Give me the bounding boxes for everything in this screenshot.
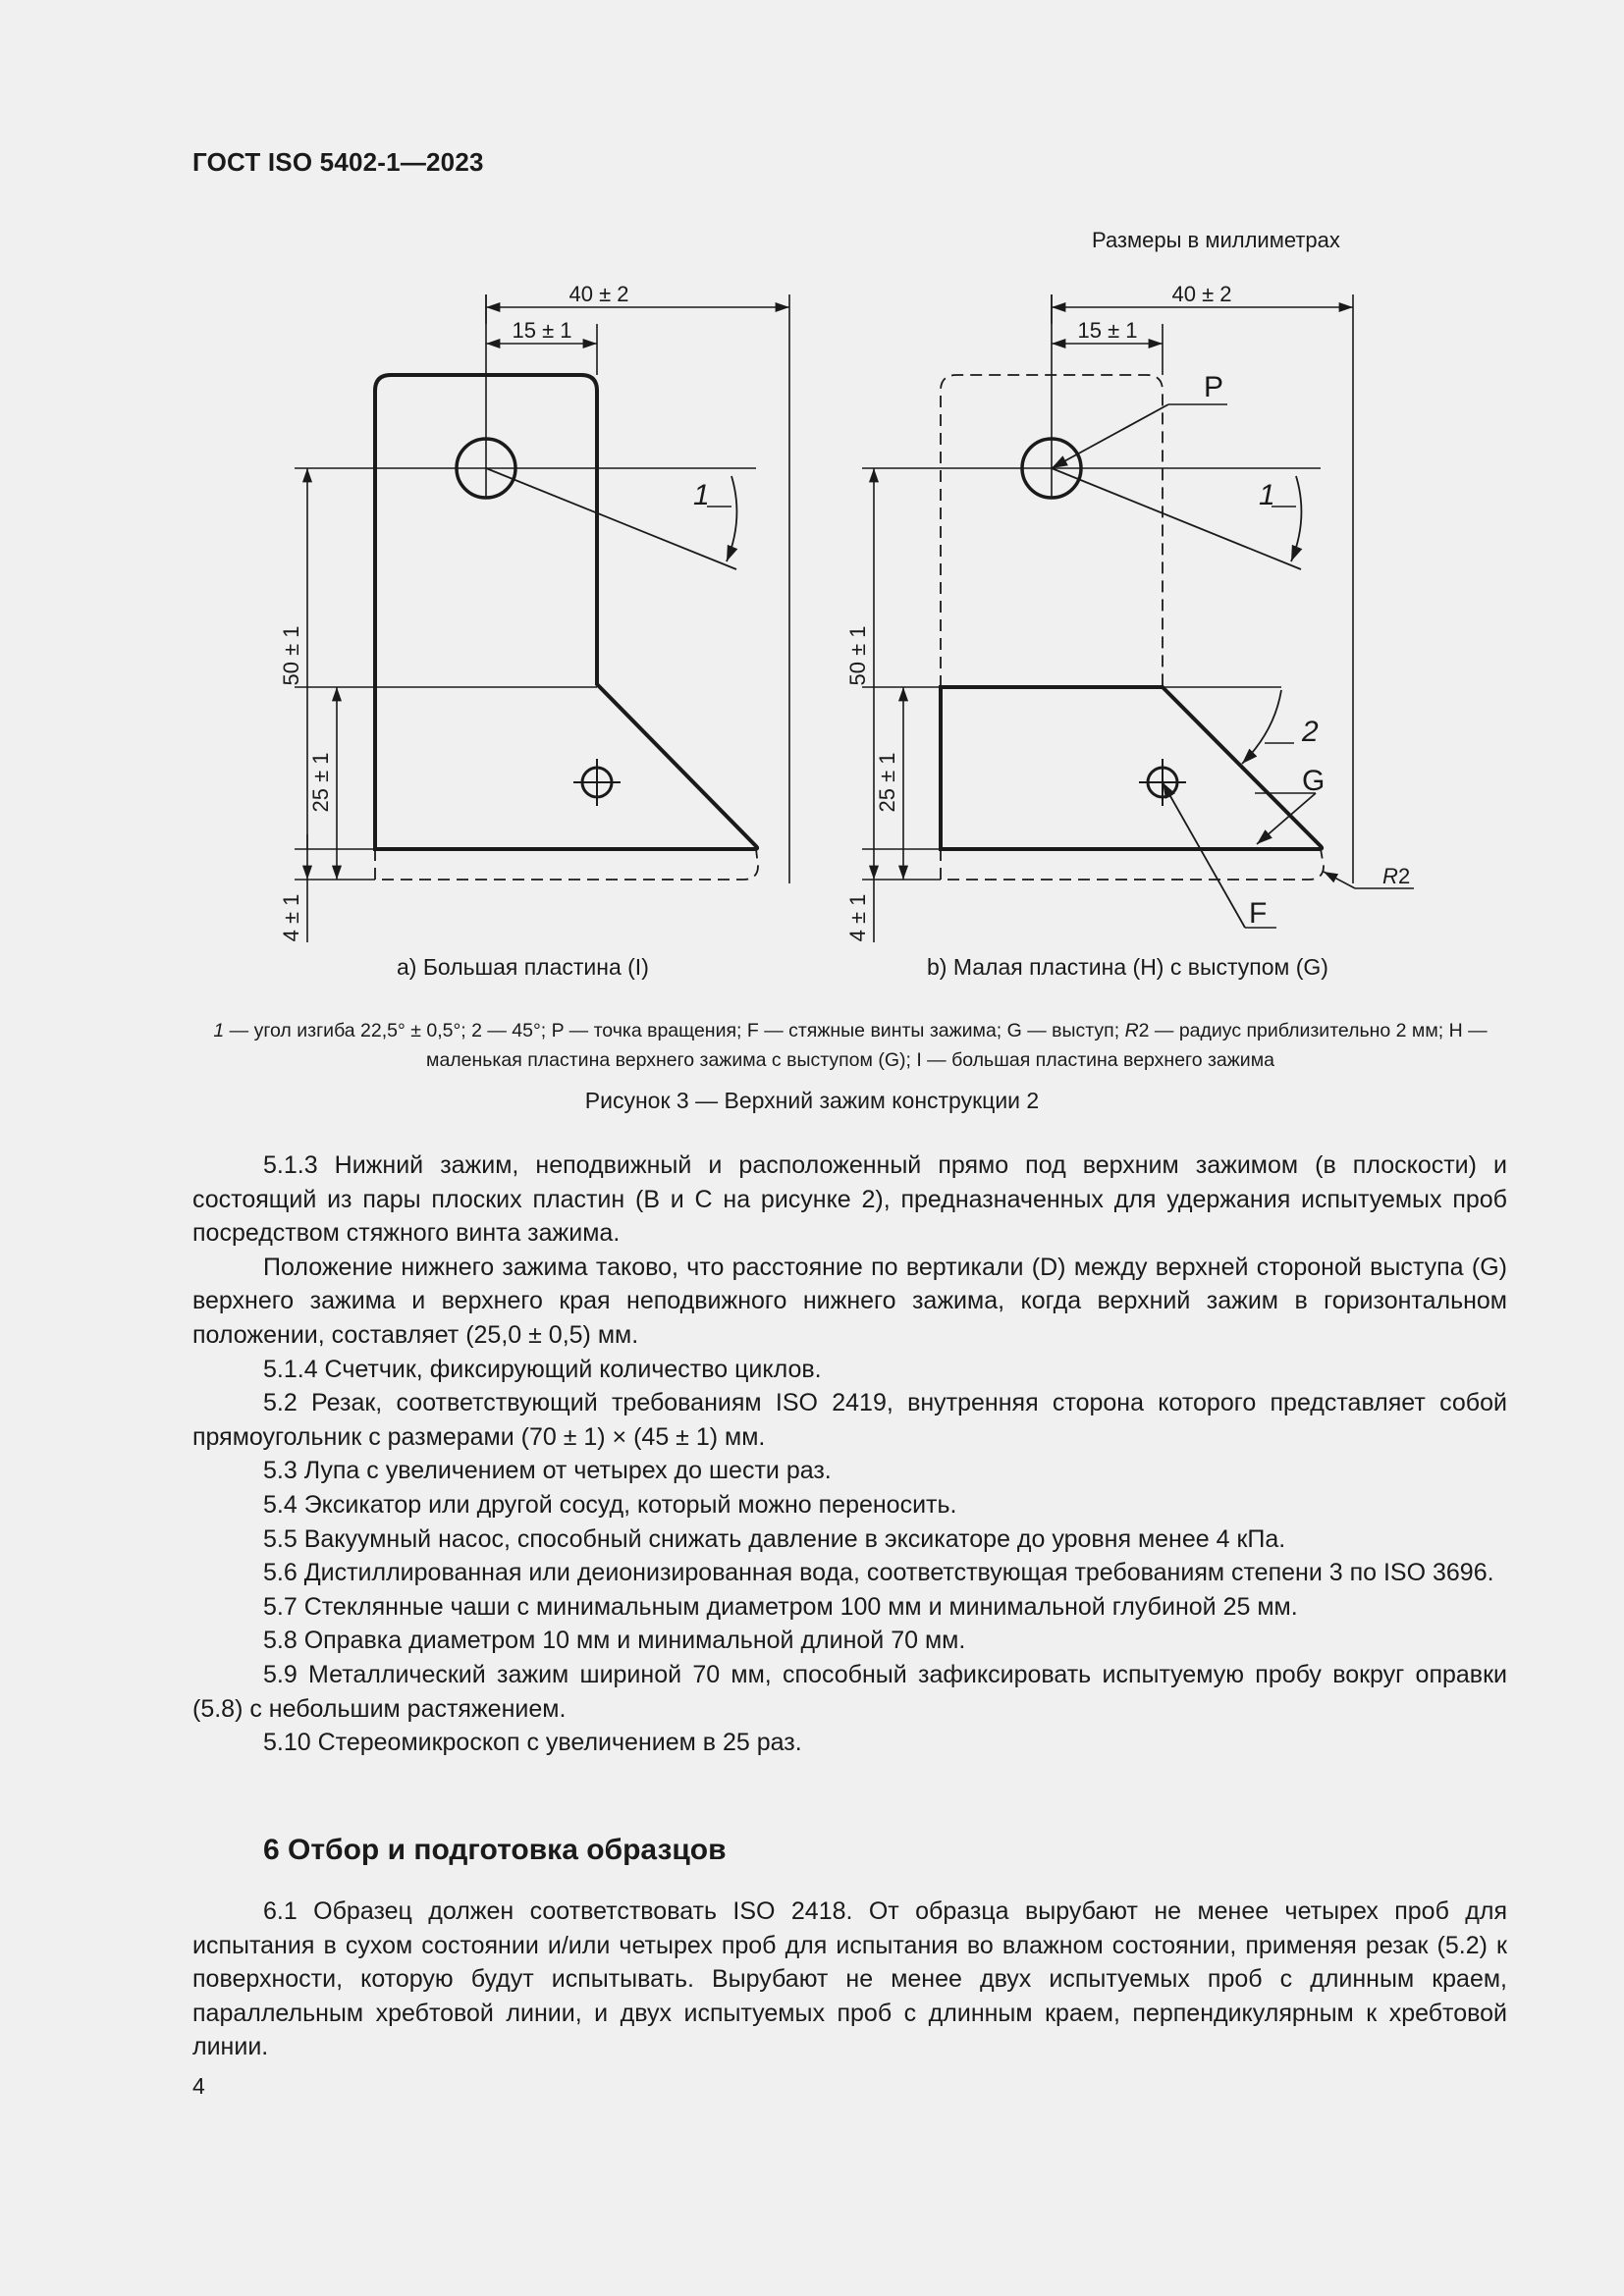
paragraph: 5.3 Лупа с увеличением от четырех до шести раз.: [263, 1457, 832, 1485]
section-body: [192, 1895, 1507, 2064]
dim-height-total-a: 50 ± 1: [279, 625, 303, 686]
section-title: 6 Отбор и подготовка образцов: [263, 1834, 727, 1866]
paragraph: 6.1 Образец должен соответствовать ISO 2418. От образца вырубают не менее четырех проб для испытания в сухом состоянии и/или четырех проб для испытания во влажном состоянии, применяя резак (5.2) к поверхности, которую будут испытывать. Вырубают не менее двух испытуемых проб с длинным краем, параллельным хребтовой линии, и двух испытуемых проб с длинным краем, перпендикулярным к хребтовой линии.: [192, 1897, 1507, 2061]
paragraph: 5.5 Вакуумный насос, способный снижать давление в эксикаторе до уровня менее 4 кПа.: [263, 1524, 1286, 1553]
body-text: [192, 1148, 1507, 1760]
paragraph: 5.9 Металлический зажим шириной 70 мм, способный зафиксировать испытуемую пробу вокруг оправки (5.8) с небольшим растяжением.: [192, 1660, 1507, 1723]
legend-part-2: 2 — радиус приблизительно 2 мм; H — маленькая пластина верхнего зажима с выступом (G); I — большая пластина верхнего зажима: [426, 1020, 1488, 1071]
dim-width-total-b: 40 ± 2: [1171, 282, 1232, 306]
paragraph: 5.7 Стеклянные чаши с минимальным диаметром 100 мм и минимальной глубиной 25 мм.: [263, 1592, 1298, 1621]
dim-height-total-b: 50 ± 1: [845, 625, 870, 686]
paragraph: 5.1.4 Счетчик, фиксирующий количество циклов.: [263, 1355, 822, 1383]
paragraph: Положение нижнего зажима таково, что расстояние по вертикали (D) между верхней стороной выступа (G) верхнего зажима и верхнего края неподвижного нижнего зажима, когда верхний зажим в горизонтальном положении, составляет (25,0 ± 0,5) мм.: [192, 1253, 1507, 1349]
label-P: P: [1204, 371, 1224, 403]
figure-b-small-plate: [862, 294, 1414, 942]
figure-a-large-plate: [295, 294, 789, 942]
dim-height-bottom-b: 4 ± 1: [845, 893, 870, 942]
dim-width-total-a: 40 ± 2: [568, 282, 629, 306]
figure-caption-b: b) Малая пластина (H) с выступом (G): [927, 954, 1328, 980]
legend-part-1: — угол изгиба 22,5° ± 0,5°; 2 — 45°; P — точка вращения; F — стяжные винты зажима; G — выступ;: [224, 1020, 1125, 1041]
dashed-edge: [941, 849, 1324, 880]
page-number: 4: [192, 2073, 205, 2099]
figure-caption: Рисунок 3 — Верхний зажим конструкции 2: [584, 1088, 1040, 1113]
label-R: R: [1382, 864, 1398, 888]
label-R-value: 2: [1398, 864, 1411, 888]
label-2: 2: [1302, 716, 1319, 748]
dashed-edge: [375, 849, 758, 880]
paragraph: 5.1.3 Нижний зажим, неподвижный и расположенный прямо под верхним зажимом (в плоскости) и состоящий из пары плоских пластин (B и C на рисунке 2), предназначенных для удержания испытуемых проб посредством стяжного винта зажима.: [192, 1151, 1507, 1248]
figure-caption-a: а) Большая пластина (I): [397, 954, 649, 980]
paragraph: 5.6 Дистиллированная или деионизированная вода, соответствующая требованиям степени 3 по ISO 3696.: [263, 1559, 1494, 1587]
document-header-title: ГОСТ ISO 5402-1—2023: [192, 147, 484, 177]
figure-legend: [192, 1016, 1508, 1075]
large-plate-outline: [375, 375, 757, 849]
dim-height-bottom-a: 4 ± 1: [279, 893, 303, 942]
figure-a-labels: [279, 282, 710, 941]
paragraph: 5.4 Эксикатор или другой сосуд, который можно переносить.: [263, 1490, 957, 1519]
paragraph: 5.8 Оправка диаметром 10 мм и минимальной длиной 70 мм.: [263, 1627, 966, 1655]
paragraph: 5.10 Стереомикроскоп с увеличением в 25 раз.: [263, 1729, 802, 1757]
label-1-a: 1: [693, 479, 710, 511]
dim-height-lower-b: 25 ± 1: [875, 752, 899, 813]
legend-mark-r: R: [1124, 1020, 1139, 1041]
paragraph: 5.2 Резак, соответствующий требованиям ISO 2419, внутренняя сторона которого представляет собой прямоугольник с размерами (70 ± 1) × (45 ± 1) мм.: [192, 1389, 1507, 1451]
dim-width-top-b: 15 ± 1: [1077, 318, 1138, 343]
dim-width-top-a: 15 ± 1: [512, 318, 572, 343]
legend-mark-1: 1: [213, 1020, 225, 1041]
figure-3-drawing: [0, 0, 1624, 982]
dim-height-lower-a: 25 ± 1: [308, 752, 333, 813]
units-note: Размеры в миллиметрах: [1092, 228, 1340, 252]
label-G: G: [1302, 765, 1326, 797]
figure-b-labels: [845, 282, 1410, 941]
label-1-b: 1: [1259, 479, 1275, 511]
small-plate-outline: [941, 687, 1322, 849]
label-F: F: [1249, 897, 1268, 930]
